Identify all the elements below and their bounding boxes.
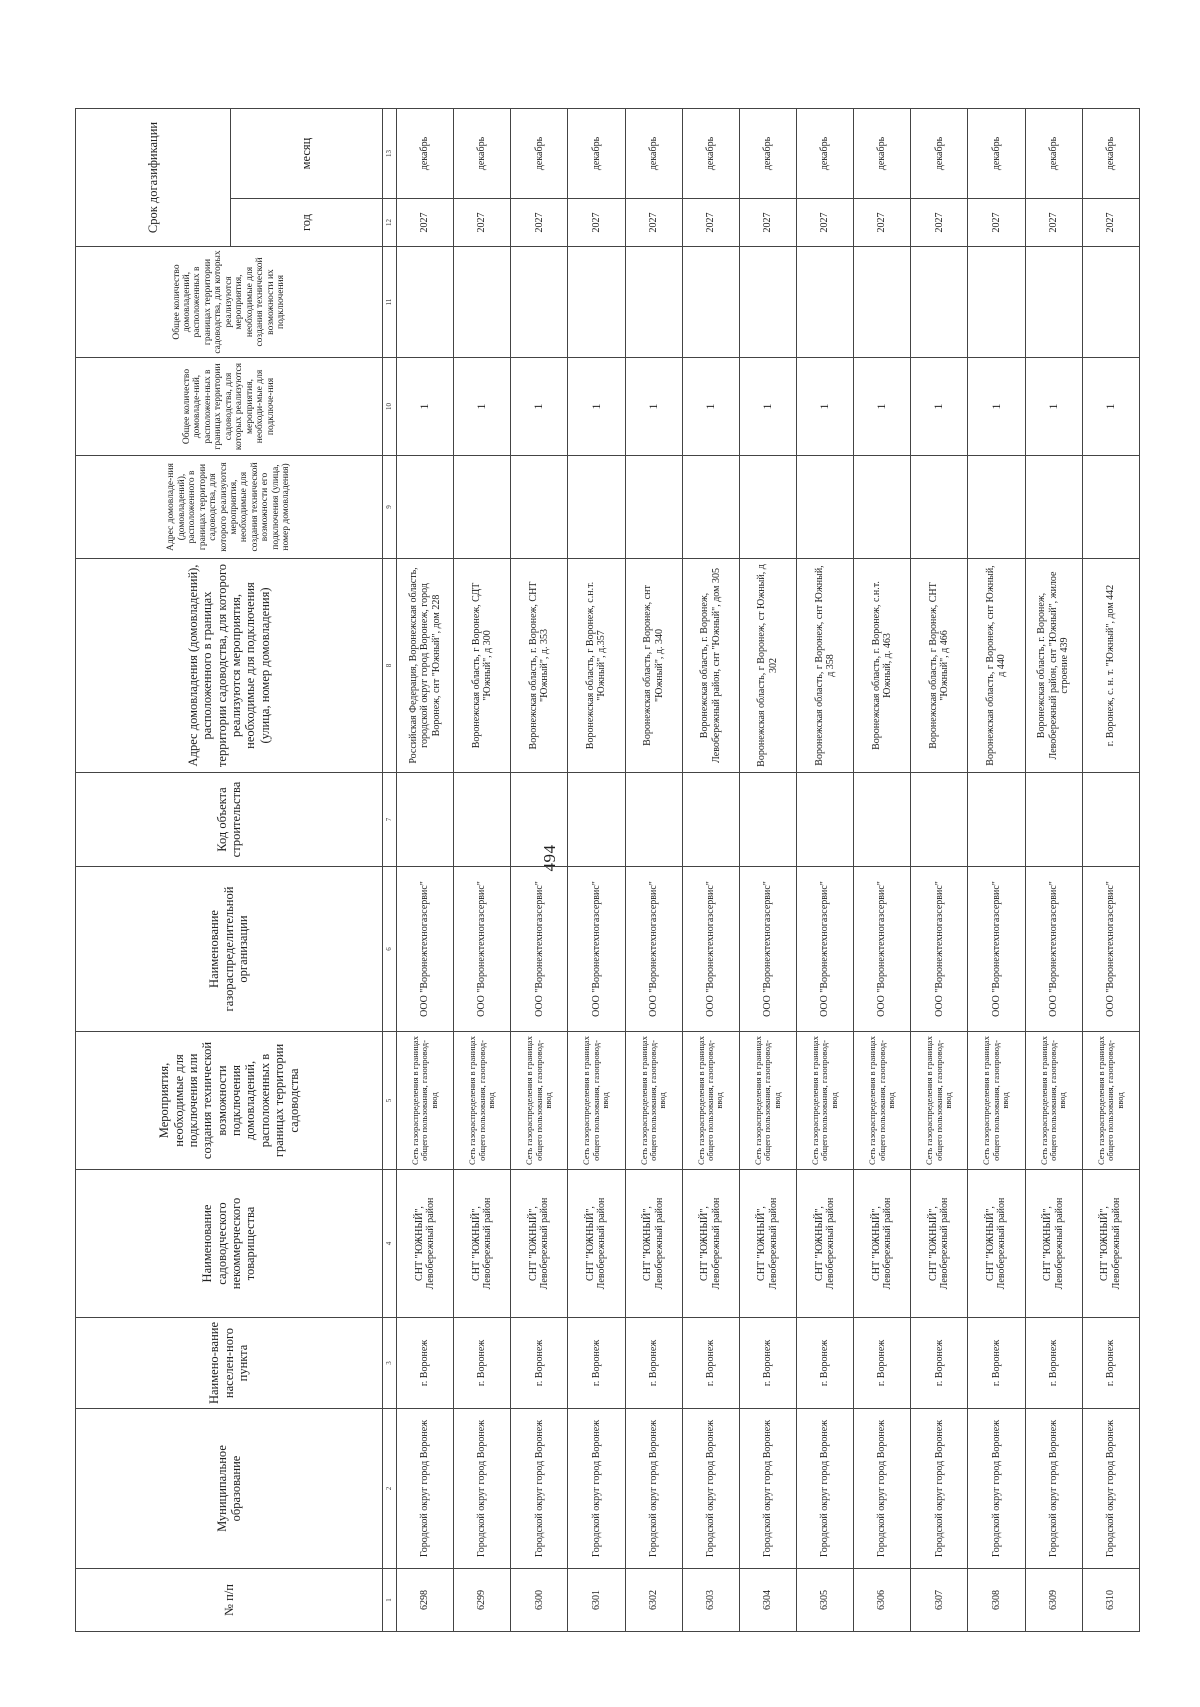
- cell-year: 2027: [1082, 199, 1139, 247]
- cell-measures: Сеть газораспределения в границах общего пользования, газопровод-ввод: [682, 1032, 739, 1170]
- cell-address: Воронежская область, г. Воронеж, Левобережный район, снт "Южный", жилое строение 439: [1025, 559, 1082, 773]
- cell-measures: Сеть газораспределения в границах общего пользования, газопровод-ввод: [454, 1032, 511, 1170]
- cell-year: 2027: [511, 199, 568, 247]
- cell-total: 1: [796, 358, 853, 456]
- cell-code: [568, 773, 625, 867]
- cell-municipality: Городской округ город Воронеж: [682, 1409, 739, 1569]
- cell-code: [796, 773, 853, 867]
- cell-address2: [1025, 456, 1082, 559]
- cell-month: декабрь: [682, 109, 739, 199]
- cell-settlement: г. Воронеж: [625, 1318, 682, 1409]
- table-row: [739, 109, 796, 1632]
- cell-year: 2027: [625, 199, 682, 247]
- cell-no: 6302: [625, 1569, 682, 1632]
- cell-snt: СНТ "ЮЖНЫЙ", Левобережный район: [911, 1170, 968, 1318]
- cell-address: Воронежская область, г Воронеж, снт "Южный", д. 340: [625, 559, 682, 773]
- cell-settlement: г. Воронеж: [968, 1318, 1025, 1409]
- table-row: [397, 109, 454, 1632]
- cell-org: ООО "Воронежтехногазсервис": [682, 867, 739, 1032]
- cell-month: декабрь: [739, 109, 796, 199]
- cell-month: декабрь: [1082, 109, 1139, 199]
- header-org: Наименование газораспределительной организации: [76, 867, 383, 1032]
- cell-measures: Сеть газораспределения в границах общего пользования, газопровод-ввод: [1082, 1032, 1139, 1170]
- column-number: 7: [383, 773, 397, 867]
- header-year: год: [231, 199, 383, 247]
- cell-org: ООО "Воронежтехногазсервис": [397, 867, 454, 1032]
- cell-year: 2027: [739, 199, 796, 247]
- cell-snt: СНТ "ЮЖНЫЙ", Левобережный район: [625, 1170, 682, 1318]
- cell-measures: Сеть газораспределения в границах общего пользования, газопровод-ввод: [397, 1032, 454, 1170]
- column-number: 3: [383, 1318, 397, 1409]
- cell-address2: [454, 456, 511, 559]
- cell-address: Воронежская область, г. Воронеж, Левобережный район, снт "Южный", дом 305: [682, 559, 739, 773]
- cell-address2: [568, 456, 625, 559]
- column-number: 2: [383, 1409, 397, 1569]
- cell-no: 6299: [454, 1569, 511, 1632]
- cell-municipality: Городской округ город Воронеж: [911, 1409, 968, 1569]
- cell-snt: СНТ "ЮЖНЫЙ", Левобережный район: [796, 1170, 853, 1318]
- cell-year: 2027: [968, 199, 1025, 247]
- cell-settlement: г. Воронеж: [1082, 1318, 1139, 1409]
- table-row: [796, 109, 853, 1632]
- cell-total: 1: [682, 358, 739, 456]
- cell-month: декабрь: [568, 109, 625, 199]
- cell-no: 6307: [911, 1569, 968, 1632]
- column-numbers-row: [383, 109, 397, 1632]
- header-no: № п/п: [76, 1569, 383, 1632]
- table-row: [682, 109, 739, 1632]
- cell-code: [454, 773, 511, 867]
- cell-code: [739, 773, 796, 867]
- column-number: 13: [383, 109, 397, 199]
- column-number: 8: [383, 559, 397, 773]
- cell-total2: [397, 247, 454, 358]
- cell-total: 1: [568, 358, 625, 456]
- cell-no: 6308: [968, 1569, 1025, 1632]
- cell-total2: [625, 247, 682, 358]
- cell-address2: [1082, 456, 1139, 559]
- column-number: 4: [383, 1170, 397, 1318]
- cell-municipality: Городской округ город Воронеж: [1025, 1409, 1082, 1569]
- cell-month: декабрь: [1025, 109, 1082, 199]
- cell-address2: [682, 456, 739, 559]
- cell-settlement: г. Воронеж: [511, 1318, 568, 1409]
- table-row: [625, 109, 682, 1632]
- cell-address2: [397, 456, 454, 559]
- cell-address: Воронежская область, г. Воронеж, СНТ "Южный", д. 353: [511, 559, 568, 773]
- cell-year: 2027: [1025, 199, 1082, 247]
- cell-total: 1: [1025, 358, 1082, 456]
- cell-code: [968, 773, 1025, 867]
- cell-total: 1: [739, 358, 796, 456]
- cell-address2: [854, 456, 911, 559]
- cell-year: 2027: [911, 199, 968, 247]
- cell-code: [625, 773, 682, 867]
- header-address: Адрес домовладения (домовладений), расположенного в границах территории садоводства, для которого реализуются мероприятия, необходимые для подключения (улица, номер домовладения): [76, 559, 383, 773]
- cell-total2: [511, 247, 568, 358]
- table-row: [1082, 109, 1139, 1632]
- cell-address: Воронежская область, г Воронеж, СДТ "Южный", д 300: [454, 559, 511, 773]
- cell-month: декабрь: [968, 109, 1025, 199]
- cell-measures: Сеть газораспределения в границах общего пользования, газопровод-ввод: [796, 1032, 853, 1170]
- cell-no: 6305: [796, 1569, 853, 1632]
- cell-snt: СНТ "ЮЖНЫЙ", Левобережный район: [568, 1170, 625, 1318]
- cell-measures: Сеть газораспределения в границах общего пользования, газопровод-ввод: [511, 1032, 568, 1170]
- cell-snt: СНТ "ЮЖНЫЙ", Левобережный район: [397, 1170, 454, 1318]
- cell-address: Российская Федерация, Воронежская область, городской округ город Воронеж, город Воронеж, снт "Южный", дом 228: [397, 559, 454, 773]
- cell-address2: [968, 456, 1025, 559]
- cell-snt: СНТ "ЮЖНЫЙ", Левобережный район: [1082, 1170, 1139, 1318]
- cell-total: 1: [511, 358, 568, 456]
- gasification-table: [75, 108, 1140, 1632]
- header-row: [76, 109, 231, 1632]
- cell-municipality: Городской округ город Воронеж: [511, 1409, 568, 1569]
- cell-month: декабрь: [397, 109, 454, 199]
- cell-total: 1: [397, 358, 454, 456]
- cell-municipality: Городской округ город Воронеж: [739, 1409, 796, 1569]
- header-month: месяц: [231, 109, 383, 199]
- cell-municipality: Городской округ город Воронеж: [1082, 1409, 1139, 1569]
- cell-org: ООО "Воронежтехногазсервис": [854, 867, 911, 1032]
- cell-municipality: Городской округ город Воронеж: [796, 1409, 853, 1569]
- cell-snt: СНТ "ЮЖНЫЙ", Левобережный район: [511, 1170, 568, 1318]
- cell-no: 6300: [511, 1569, 568, 1632]
- header-municipality: Муниципальное образование: [76, 1409, 383, 1569]
- cell-measures: Сеть газораспределения в границах общего пользования, газопровод-ввод: [568, 1032, 625, 1170]
- cell-address: г. Воронеж, с. н. т. "Южный", дом 442: [1082, 559, 1139, 773]
- header-settlement: Наимено-вание населен-ного пункта: [76, 1318, 383, 1409]
- cell-month: декабрь: [911, 109, 968, 199]
- cell-year: 2027: [454, 199, 511, 247]
- column-number: 10: [383, 358, 397, 456]
- cell-no: 6298: [397, 1569, 454, 1632]
- table-row: [1025, 109, 1082, 1632]
- table-body: [397, 109, 1140, 1632]
- cell-address: Воронежская область, г Воронеж, ст Южный, д 302: [739, 559, 796, 773]
- header-total-tech: Общее количество домовладений, расположенных в границах территории садоводства, для которых реализуются мероприятия, необходимые для создания технической возможности их подключения: [76, 247, 383, 358]
- cell-measures: Сеть газораспределения в границах общего пользования, газопровод-ввод: [968, 1032, 1025, 1170]
- cell-org: ООО "Воронежтехногазсервис": [625, 867, 682, 1032]
- table-row: [854, 109, 911, 1632]
- cell-settlement: г. Воронеж: [1025, 1318, 1082, 1409]
- cell-total2: [682, 247, 739, 358]
- cell-org: ООО "Воронежтехногазсервис": [911, 867, 968, 1032]
- cell-org: ООО "Воронежтехногазсервис": [511, 867, 568, 1032]
- cell-org: ООО "Воронежтехногазсервис": [968, 867, 1025, 1032]
- column-number: 12: [383, 199, 397, 247]
- cell-municipality: Городской округ город Воронеж: [397, 1409, 454, 1569]
- cell-measures: Сеть газораспределения в границах общего пользования, газопровод-ввод: [739, 1032, 796, 1170]
- cell-year: 2027: [397, 199, 454, 247]
- cell-no: 6303: [682, 1569, 739, 1632]
- cell-measures: Сеть газораспределения в границах общего пользования, газопровод-ввод: [911, 1032, 968, 1170]
- cell-measures: Сеть газораспределения в границах общего пользования, газопровод-ввод: [1025, 1032, 1082, 1170]
- cell-settlement: г. Воронеж: [454, 1318, 511, 1409]
- cell-total2: [796, 247, 853, 358]
- cell-org: ООО "Воронежтехногазсервис": [796, 867, 853, 1032]
- table-row: [911, 109, 968, 1632]
- cell-settlement: г. Воронеж: [796, 1318, 853, 1409]
- cell-municipality: Городской округ город Воронеж: [968, 1409, 1025, 1569]
- rotated-table-wrapper: [75, 109, 1140, 1632]
- cell-code: [1082, 773, 1139, 867]
- column-number: 6: [383, 867, 397, 1032]
- page-number: 494: [540, 844, 559, 872]
- cell-settlement: г. Воронеж: [739, 1318, 796, 1409]
- header-total: Общее количество домовладе-ний, расположен-ных в границах территории садоводства, для которых реализуются мероприятия, необходи-мые для подключе-ния: [76, 358, 383, 456]
- cell-snt: СНТ "ЮЖНЫЙ", Левобережный район: [854, 1170, 911, 1318]
- cell-month: декабрь: [796, 109, 853, 199]
- cell-month: декабрь: [454, 109, 511, 199]
- cell-org: ООО "Воронежтехногазсервис": [568, 867, 625, 1032]
- header-deadline: Срок догазификации: [76, 109, 231, 247]
- cell-total2: [968, 247, 1025, 358]
- cell-year: 2027: [854, 199, 911, 247]
- cell-code: [397, 773, 454, 867]
- cell-month: декабрь: [511, 109, 568, 199]
- table-row: [968, 109, 1025, 1632]
- cell-total2: [739, 247, 796, 358]
- cell-total: 1: [968, 358, 1025, 456]
- cell-total: 1: [1082, 358, 1139, 456]
- cell-total2: [911, 247, 968, 358]
- cell-address2: [511, 456, 568, 559]
- cell-total2: [854, 247, 911, 358]
- cell-snt: СНТ "ЮЖНЫЙ", Левобережный район: [682, 1170, 739, 1318]
- cell-month: декабрь: [854, 109, 911, 199]
- cell-org: ООО "Воронежтехногазсервис": [1082, 867, 1139, 1032]
- cell-address2: [625, 456, 682, 559]
- cell-address2: [911, 456, 968, 559]
- table-row: [454, 109, 511, 1632]
- cell-municipality: Городской округ город Воронеж: [568, 1409, 625, 1569]
- cell-total2: [1082, 247, 1139, 358]
- cell-total: 1: [625, 358, 682, 456]
- header-code: Код объекта строительства: [76, 773, 383, 867]
- column-number: 9: [383, 456, 397, 559]
- cell-municipality: Городской округ город Воронеж: [454, 1409, 511, 1569]
- cell-year: 2027: [568, 199, 625, 247]
- column-number: 1: [383, 1569, 397, 1632]
- cell-org: ООО "Воронежтехногазсервис": [1025, 867, 1082, 1032]
- cell-code: [682, 773, 739, 867]
- cell-code: [911, 773, 968, 867]
- table-row: [511, 109, 568, 1632]
- cell-year: 2027: [796, 199, 853, 247]
- cell-code: [854, 773, 911, 867]
- cell-settlement: г. Воронеж: [911, 1318, 968, 1409]
- cell-year: 2027: [682, 199, 739, 247]
- cell-measures: Сеть газораспределения в границах общего пользования, газопровод-ввод: [625, 1032, 682, 1170]
- cell-code: [1025, 773, 1082, 867]
- cell-address: Воронежская область, г Воронеж, снт Южный, д 358: [796, 559, 853, 773]
- cell-snt: СНТ "ЮЖНЫЙ", Левобережный район: [454, 1170, 511, 1318]
- table-row: [568, 109, 625, 1632]
- cell-snt: СНТ "ЮЖНЫЙ", Левобережный район: [739, 1170, 796, 1318]
- cell-measures: Сеть газораспределения в границах общего пользования, газопровод-ввод: [854, 1032, 911, 1170]
- column-number: 5: [383, 1032, 397, 1170]
- cell-total2: [568, 247, 625, 358]
- header-address-tech: Адрес домовладе-ния (домовладений), расположенного в границах территории садоводства, для которого реализуются мероприятия, необходимые для создания технической возможности его подключения (улица, номер домовладения): [76, 456, 383, 559]
- cell-no: 6304: [739, 1569, 796, 1632]
- cell-address: Воронежская область, г. Воронеж, с.н.т. Южный, д. 463: [854, 559, 911, 773]
- cell-address2: [739, 456, 796, 559]
- cell-total: 1: [911, 358, 968, 456]
- cell-code: [511, 773, 568, 867]
- cell-month: декабрь: [625, 109, 682, 199]
- cell-total: 1: [454, 358, 511, 456]
- cell-snt: СНТ "ЮЖНЫЙ", Левобережный район: [968, 1170, 1025, 1318]
- cell-municipality: Городской округ город Воронеж: [625, 1409, 682, 1569]
- cell-address2: [796, 456, 853, 559]
- cell-settlement: г. Воронеж: [854, 1318, 911, 1409]
- cell-no: 6301: [568, 1569, 625, 1632]
- cell-address: Воронежская область, г Воронеж, СНТ "Южный", д 466: [911, 559, 968, 773]
- cell-total: 1: [854, 358, 911, 456]
- cell-no: 6309: [1025, 1569, 1082, 1632]
- cell-total2: [454, 247, 511, 358]
- cell-settlement: г. Воронеж: [682, 1318, 739, 1409]
- cell-no: 6310: [1082, 1569, 1139, 1632]
- column-number: 11: [383, 247, 397, 358]
- cell-org: ООО "Воронежтехногазсервис": [454, 867, 511, 1032]
- cell-no: 6306: [854, 1569, 911, 1632]
- cell-settlement: г. Воронеж: [568, 1318, 625, 1409]
- cell-address: Воронежская область, г Воронеж, с.н.т. "Южный", д.357: [568, 559, 625, 773]
- cell-org: ООО "Воронежтехногазсервис": [739, 867, 796, 1032]
- cell-address: Воронежская область, г Воронеж, снт Южный, д 440: [968, 559, 1025, 773]
- cell-municipality: Городской округ город Воронеж: [854, 1409, 911, 1569]
- cell-snt: СНТ "ЮЖНЫЙ", Левобережный район: [1025, 1170, 1082, 1318]
- header-measures: Мероприятия, необходимые для подключения или создания технической возможности подключения домовладений, расположенных в границах территории садоводства: [76, 1032, 383, 1170]
- cell-settlement: г. Воронеж: [397, 1318, 454, 1409]
- cell-total2: [1025, 247, 1082, 358]
- header-snt: Наименование садоводческого некоммерческого товарищества: [76, 1170, 383, 1318]
